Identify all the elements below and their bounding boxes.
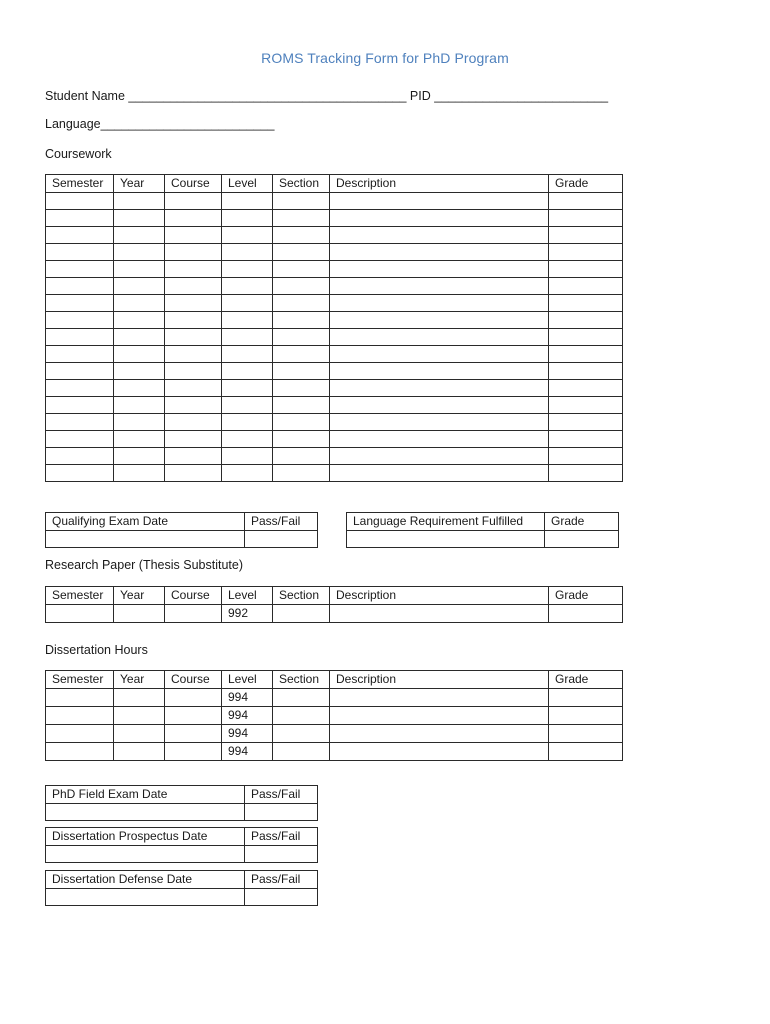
column-header-course: Course (165, 587, 222, 605)
table-cell-description[interactable] (330, 363, 549, 380)
table-row (46, 244, 623, 261)
table-cell-year[interactable] (114, 725, 165, 743)
pass-fail-header: Pass/Fail (245, 513, 318, 531)
column-header-description: Description (330, 587, 549, 605)
table-cell-level[interactable]: 994 (222, 743, 273, 761)
table-cell-year[interactable] (114, 605, 165, 623)
table-header-row (46, 175, 623, 193)
table-cell-grade[interactable] (549, 227, 623, 244)
column-header-description: Description (330, 175, 549, 193)
table-cell-section[interactable] (273, 725, 330, 743)
table-cell-grade[interactable] (549, 414, 623, 431)
dissertation-hours-heading: Dissertation Hours (45, 643, 148, 657)
dissertation-hours-table (45, 670, 623, 761)
table-header-row (46, 828, 318, 846)
table-cell-level[interactable] (222, 295, 273, 312)
table-row (46, 295, 623, 312)
column-header-year: Year (114, 671, 165, 689)
table-cell-description[interactable] (330, 193, 549, 210)
defense-pass-fail-cell[interactable] (245, 889, 318, 906)
table-cell-section[interactable] (273, 210, 330, 227)
table-cell-year[interactable] (114, 295, 165, 312)
table-cell-section[interactable] (273, 743, 330, 761)
table-row (46, 227, 623, 244)
table-cell-year[interactable] (114, 689, 165, 707)
table-cell-course[interactable] (165, 431, 222, 448)
table-cell-semester[interactable] (46, 210, 114, 227)
column-header-level: Level (222, 671, 273, 689)
column-header-grade: Grade (549, 587, 623, 605)
pass-fail-header: Pass/Fail (245, 786, 318, 804)
column-header-description: Description (330, 671, 549, 689)
table-cell-grade[interactable] (549, 448, 623, 465)
table-cell-level[interactable] (222, 431, 273, 448)
defense-table (45, 870, 318, 906)
table-cell-section[interactable] (273, 380, 330, 397)
table-cell-grade[interactable] (549, 431, 623, 448)
table-header-row (46, 786, 318, 804)
table-cell-level[interactable] (222, 465, 273, 482)
table-cell-section[interactable] (273, 227, 330, 244)
prospectus-date-header: Dissertation Prospectus Date (46, 828, 245, 846)
table-cell-section[interactable] (273, 329, 330, 346)
table-cell-description[interactable] (330, 278, 549, 295)
table-cell-section[interactable] (273, 244, 330, 261)
table-cell-description[interactable] (330, 465, 549, 482)
table-cell-semester[interactable] (46, 448, 114, 465)
table-cell-level[interactable] (222, 380, 273, 397)
table-cell-year[interactable] (114, 244, 165, 261)
table-row (46, 312, 623, 329)
field-exam-date-header: PhD Field Exam Date (46, 786, 245, 804)
table-cell-year[interactable] (114, 363, 165, 380)
table-row (46, 725, 623, 743)
table-cell-course[interactable] (165, 210, 222, 227)
table-header-row (46, 513, 318, 531)
prospectus-table (45, 827, 318, 863)
table-cell-section[interactable] (273, 605, 330, 623)
table-cell-course[interactable] (165, 707, 222, 725)
language-requirement-header: Language Requirement Fulfilled (347, 513, 545, 531)
table-cell-semester[interactable] (46, 605, 114, 623)
field-exam-pass-fail-cell[interactable] (245, 804, 318, 821)
column-header-course: Course (165, 671, 222, 689)
table-cell-grade[interactable] (549, 380, 623, 397)
table-cell-course[interactable] (165, 278, 222, 295)
table-cell-semester[interactable] (46, 689, 114, 707)
table-cell-level[interactable] (222, 363, 273, 380)
qualifying-exam-pass-fail-cell[interactable] (245, 531, 318, 548)
coursework-heading: Coursework (45, 147, 112, 161)
table-cell-semester[interactable] (46, 278, 114, 295)
table-cell-section[interactable] (273, 689, 330, 707)
table-cell-course[interactable] (165, 465, 222, 482)
table-row (46, 465, 623, 482)
pass-fail-header: Pass/Fail (245, 871, 318, 889)
table-row (46, 278, 623, 295)
column-header-level: Level (222, 587, 273, 605)
table-cell-course[interactable] (165, 312, 222, 329)
table-cell-level[interactable] (222, 244, 273, 261)
table-row (46, 329, 623, 346)
table-cell-description[interactable] (330, 244, 549, 261)
qualifying-exam-date-header: Qualifying Exam Date (46, 513, 245, 531)
table-row (46, 346, 623, 363)
table-cell-grade[interactable] (549, 397, 623, 414)
table-cell-section[interactable] (273, 295, 330, 312)
table-cell-section[interactable] (273, 431, 330, 448)
table-cell-description[interactable] (330, 380, 549, 397)
table-cell-level[interactable] (222, 210, 273, 227)
table-cell-course[interactable] (165, 363, 222, 380)
table-cell-level[interactable] (222, 414, 273, 431)
table-cell-year[interactable] (114, 380, 165, 397)
table-cell-year[interactable] (114, 193, 165, 210)
table-cell-course[interactable] (165, 414, 222, 431)
table-row (46, 531, 318, 548)
student-name-pid-line: Student Name ________________________________________ PID _________________________ (45, 89, 609, 103)
table-cell-semester[interactable] (46, 725, 114, 743)
table-cell-grade[interactable] (549, 725, 623, 743)
table-cell-level[interactable] (222, 193, 273, 210)
language-requirement-grade-cell[interactable] (545, 531, 619, 548)
table-cell-course[interactable] (165, 448, 222, 465)
table-cell-grade[interactable] (549, 312, 623, 329)
research-paper-heading: Research Paper (Thesis Substitute) (45, 558, 244, 572)
qualifying-exam-table (45, 512, 318, 548)
table-cell-section[interactable] (273, 261, 330, 278)
table-cell-year[interactable] (114, 397, 165, 414)
table-cell-level[interactable] (222, 346, 273, 363)
table-cell-year[interactable] (114, 743, 165, 761)
table-cell-grade[interactable] (549, 295, 623, 312)
table-cell-course[interactable] (165, 244, 222, 261)
table-cell-grade[interactable] (549, 244, 623, 261)
table-cell-level[interactable] (222, 227, 273, 244)
table-cell-year[interactable] (114, 431, 165, 448)
table-row (46, 210, 623, 227)
table-cell-description[interactable] (330, 605, 549, 623)
table-cell-section[interactable] (273, 363, 330, 380)
grade-header: Grade (545, 513, 619, 531)
table-cell-grade[interactable] (549, 743, 623, 761)
table-cell-grade[interactable] (549, 689, 623, 707)
table-cell-semester[interactable] (46, 244, 114, 261)
column-header-section: Section (273, 175, 330, 193)
table-cell-description[interactable] (330, 329, 549, 346)
table-cell-level[interactable] (222, 329, 273, 346)
table-cell-section[interactable] (273, 414, 330, 431)
table-cell-section[interactable] (273, 707, 330, 725)
table-cell-semester[interactable] (46, 363, 114, 380)
table-cell-section[interactable] (273, 193, 330, 210)
table-cell-semester[interactable] (46, 743, 114, 761)
table-cell-description[interactable] (330, 295, 549, 312)
table-cell-course[interactable] (165, 346, 222, 363)
table-row (46, 846, 318, 863)
table-cell-semester[interactable] (46, 346, 114, 363)
table-cell-semester[interactable] (46, 414, 114, 431)
table-row (46, 363, 623, 380)
table-cell-course[interactable] (165, 725, 222, 743)
table-cell-description[interactable] (330, 312, 549, 329)
table-row (46, 804, 318, 821)
table-cell-year[interactable] (114, 210, 165, 227)
column-header-level: Level (222, 175, 273, 193)
field-exam-table (45, 785, 318, 821)
table-cell-year[interactable] (114, 312, 165, 329)
page-title: ROMS Tracking Form for PhD Program (261, 50, 509, 66)
column-header-section: Section (273, 587, 330, 605)
table-row (46, 193, 623, 210)
table-cell-grade[interactable] (549, 329, 623, 346)
table-row (46, 414, 623, 431)
table-row (46, 261, 623, 278)
table-cell-course[interactable] (165, 380, 222, 397)
table-cell-level[interactable] (222, 397, 273, 414)
language-requirement-table (346, 512, 619, 548)
table-cell-course[interactable] (165, 397, 222, 414)
table-cell-level[interactable]: 992 (222, 605, 273, 623)
table-header-row (46, 587, 623, 605)
table-cell-description[interactable] (330, 210, 549, 227)
table-cell-description[interactable] (330, 448, 549, 465)
table-cell-course[interactable] (165, 329, 222, 346)
table-cell-course[interactable] (165, 605, 222, 623)
table-header-row (347, 513, 619, 531)
table-cell-year[interactable] (114, 707, 165, 725)
table-cell-course[interactable] (165, 743, 222, 761)
table-cell-year[interactable] (114, 278, 165, 295)
table-cell-grade[interactable] (549, 465, 623, 482)
table-cell-level[interactable] (222, 261, 273, 278)
table-cell-grade[interactable] (549, 278, 623, 295)
table-cell-description[interactable] (330, 261, 549, 278)
coursework-table (45, 174, 623, 482)
defense-date-cell[interactable] (46, 889, 245, 906)
table-cell-section[interactable] (273, 465, 330, 482)
table-cell-level[interactable] (222, 448, 273, 465)
table-row (46, 889, 318, 906)
table-row (46, 397, 623, 414)
table-cell-description[interactable] (330, 689, 549, 707)
table-cell-year[interactable] (114, 414, 165, 431)
column-header-semester: Semester (46, 671, 114, 689)
table-row (46, 605, 623, 623)
column-header-section: Section (273, 671, 330, 689)
column-header-grade: Grade (549, 671, 623, 689)
table-cell-section[interactable] (273, 312, 330, 329)
table-row (46, 689, 623, 707)
table-cell-section[interactable] (273, 397, 330, 414)
table-cell-level[interactable] (222, 278, 273, 295)
table-header-row (46, 871, 318, 889)
prospectus-pass-fail-cell[interactable] (245, 846, 318, 863)
table-cell-course[interactable] (165, 295, 222, 312)
column-header-semester: Semester (46, 175, 114, 193)
column-header-year: Year (114, 175, 165, 193)
table-cell-section[interactable] (273, 278, 330, 295)
prospectus-date-cell[interactable] (46, 846, 245, 863)
table-header-row (46, 671, 623, 689)
table-cell-grade[interactable] (549, 193, 623, 210)
table-cell-level[interactable]: 994 (222, 689, 273, 707)
table-cell-description[interactable] (330, 707, 549, 725)
table-row (46, 431, 623, 448)
defense-date-header: Dissertation Defense Date (46, 871, 245, 889)
table-cell-semester[interactable] (46, 312, 114, 329)
column-header-year: Year (114, 587, 165, 605)
table-cell-grade[interactable] (549, 261, 623, 278)
table-row (46, 448, 623, 465)
table-row (46, 380, 623, 397)
field-exam-date-cell[interactable] (46, 804, 245, 821)
column-header-grade: Grade (549, 175, 623, 193)
table-cell-description[interactable] (330, 743, 549, 761)
research-paper-table (45, 586, 623, 623)
table-cell-level[interactable] (222, 312, 273, 329)
table-cell-year[interactable] (114, 448, 165, 465)
table-cell-course[interactable] (165, 227, 222, 244)
table-cell-description[interactable] (330, 346, 549, 363)
table-cell-grade[interactable] (549, 210, 623, 227)
language-requirement-cell[interactable] (347, 531, 545, 548)
table-cell-description[interactable] (330, 431, 549, 448)
table-cell-semester[interactable] (46, 431, 114, 448)
table-cell-year[interactable] (114, 329, 165, 346)
column-header-course: Course (165, 175, 222, 193)
language-line: Language_________________________ (45, 117, 275, 131)
pass-fail-header: Pass/Fail (245, 828, 318, 846)
table-cell-semester[interactable] (46, 227, 114, 244)
qualifying-exam-date-cell[interactable] (46, 531, 245, 548)
table-cell-course[interactable] (165, 261, 222, 278)
table-cell-year[interactable] (114, 227, 165, 244)
table-cell-description[interactable] (330, 397, 549, 414)
table-cell-level[interactable]: 994 (222, 725, 273, 743)
table-cell-description[interactable] (330, 414, 549, 431)
column-header-semester: Semester (46, 587, 114, 605)
table-cell-grade[interactable] (549, 707, 623, 725)
table-cell-semester[interactable] (46, 707, 114, 725)
table-cell-year[interactable] (114, 261, 165, 278)
table-cell-semester[interactable] (46, 193, 114, 210)
table-cell-semester[interactable] (46, 465, 114, 482)
table-cell-grade[interactable] (549, 346, 623, 363)
table-cell-year[interactable] (114, 346, 165, 363)
table-cell-description[interactable] (330, 227, 549, 244)
table-row (46, 743, 623, 761)
table-row (347, 531, 619, 548)
table-cell-course[interactable] (165, 689, 222, 707)
table-cell-semester[interactable] (46, 380, 114, 397)
table-cell-semester[interactable] (46, 295, 114, 312)
table-cell-section[interactable] (273, 448, 330, 465)
table-cell-course[interactable] (165, 193, 222, 210)
table-cell-year[interactable] (114, 465, 165, 482)
table-cell-semester[interactable] (46, 397, 114, 414)
table-cell-grade[interactable] (549, 363, 623, 380)
table-cell-semester[interactable] (46, 261, 114, 278)
table-cell-section[interactable] (273, 346, 330, 363)
table-cell-semester[interactable] (46, 329, 114, 346)
table-cell-grade[interactable] (549, 605, 623, 623)
table-cell-level[interactable]: 994 (222, 707, 273, 725)
table-cell-description[interactable] (330, 725, 549, 743)
table-row (46, 707, 623, 725)
